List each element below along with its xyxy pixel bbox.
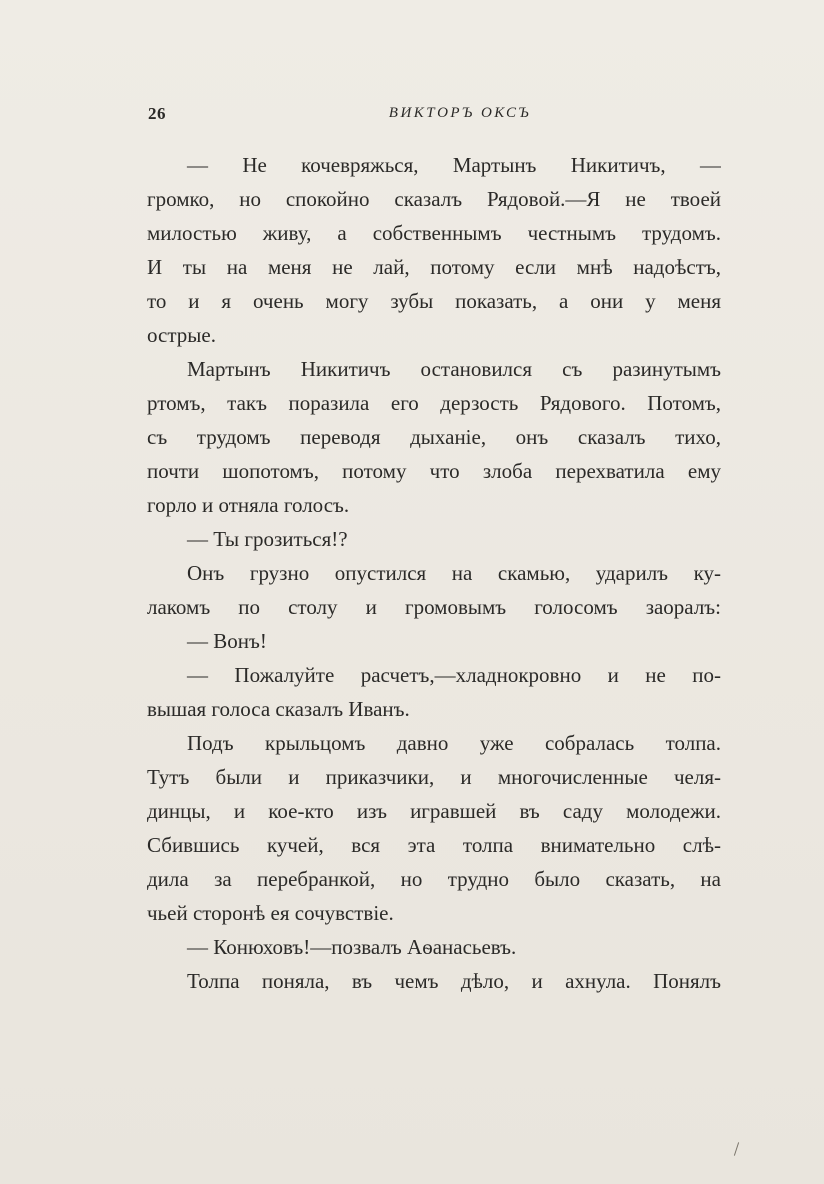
text-line: лакомъ по столу и громовымъ голосомъ заоралъ: [147,595,721,619]
text-line: съ трудомъ переводя дыханіе, онъ сказалъ тихо, [147,425,721,449]
text-line: — Вонъ! [187,629,267,653]
text-line: Сбившись кучей, вся эта толпа внимательно слѣ- [147,833,721,857]
text-line: почти шопотомъ, потому что злоба перехватила ему [147,459,721,483]
text-line: ртомъ, такъ поразила его дерзость Рядового. Потомъ, [147,391,721,415]
text-line: милостью живу, а собственнымъ честнымъ трудомъ. [147,221,721,245]
body-text [147,148,721,998]
text-line: острые. [147,323,216,347]
text-line: то и я очень могу зубы показать, а они у меня [147,289,721,313]
running-head: ВИКТОРЪ ОКСЪ [388,105,532,121]
text-line: дила за перебранкой, но трудно было сказать, на [147,867,721,891]
text-line: Мартынъ Никитичъ остановился съ разинутымъ [187,357,721,381]
text-line: вышая голоса сказалъ Иванъ. [147,697,410,721]
page-number: 26 [148,104,166,123]
text-line: И ты на меня не лай, потому если мнѣ надоѣстъ, [147,255,721,279]
text-line: — Не кочевряжься, Мартынъ Никитичъ, — [187,153,721,177]
text-line: Подъ крыльцомъ давно уже собралась толпа. [187,731,721,755]
paper-speck [734,1142,739,1156]
text-line: — Ты грозиться!? [187,527,348,551]
text-line: чьей сторонѣ ея сочувствіе. [147,901,394,925]
text-line: Толпа поняла, въ чемъ дѣло, и ахнула. Понялъ [187,969,721,993]
text-line: динцы, и кое-кто изъ игравшей въ саду молодежи. [147,799,721,823]
text-line: — Конюховъ!—позвалъ Аѳанасьевъ. [187,935,517,959]
page-header [148,104,720,128]
text-line: Онъ грузно опустился на скамью, ударилъ ку- [187,561,721,585]
text-line: — Пожалуйте расчетъ,—хладнокровно и не по- [187,663,721,687]
text-line: Тутъ были и приказчики, и многочисленные челя- [147,765,721,789]
text-line: громко, но спокойно сказалъ Рядовой.—Я не твоей [147,187,721,211]
text-line: горло и отняла голосъ. [147,493,350,517]
